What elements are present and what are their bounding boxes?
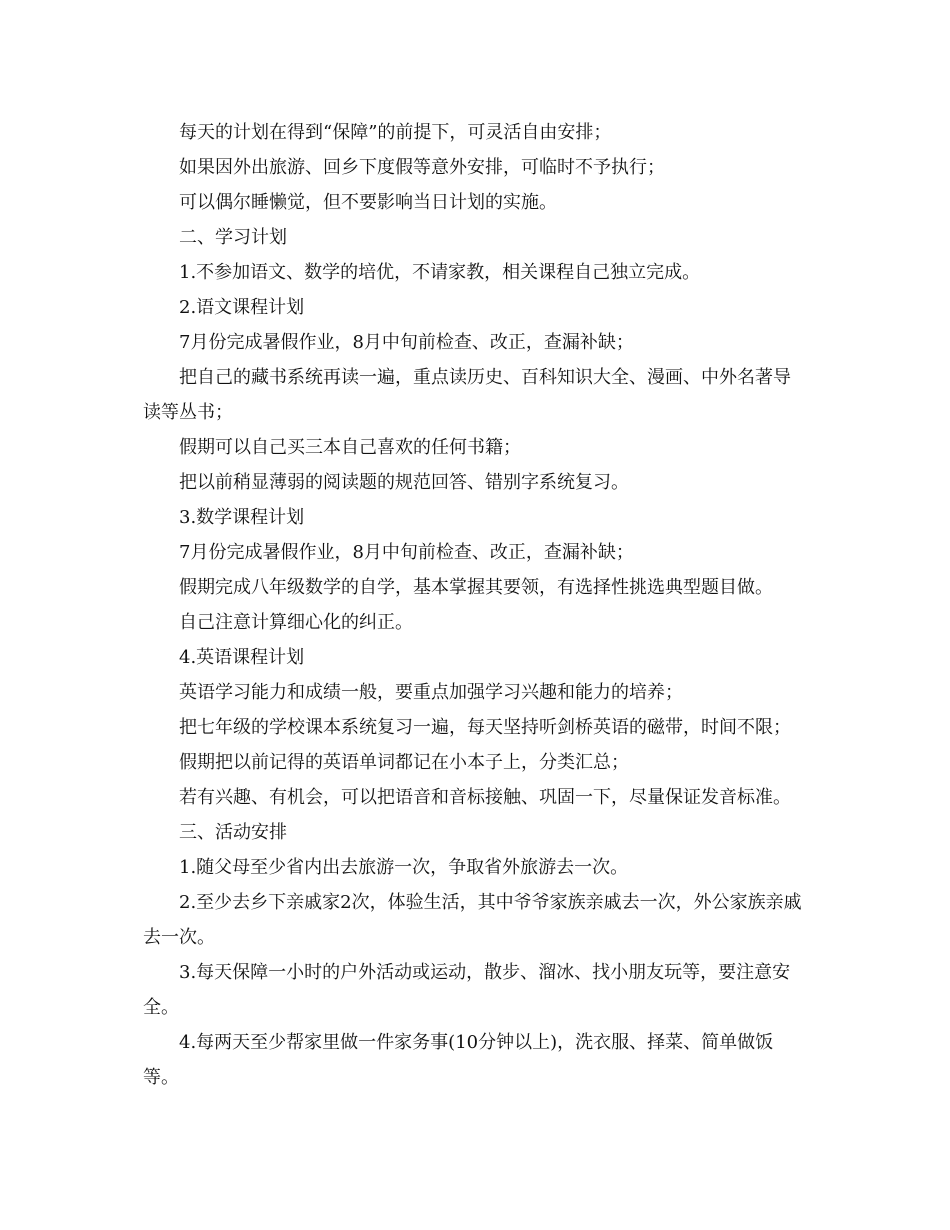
paragraph: 1.随父母至少省内出去旅游一次，争取省外旅游去一次。: [179, 857, 629, 878]
paragraph: 如果因外出旅游、回乡下度假等意外安排，可临时不予执行；: [179, 157, 665, 178]
paragraph: 把以前稍显薄弱的阅读题的规范回答、错别字系统复习。: [179, 472, 629, 493]
paragraph: 二、学习计划: [179, 227, 287, 248]
paragraph: 4.英语课程计划: [179, 647, 305, 668]
paragraph: 7月份完成暑假作业，8月中旬前检查、改正，查漏补缺；: [179, 332, 634, 353]
paragraph: 三、活动安排: [179, 822, 287, 843]
paragraph: 假期可以自己买三本自己喜欢的任何书籍；: [179, 437, 521, 458]
paragraph: 假期把以前记得的英语单词都记在小本子上，分类汇总；: [179, 752, 629, 773]
paragraph: 1.不参加语文、数学的培优，不请家教，相关课程自己独立完成。: [179, 262, 701, 283]
paragraph: 英语学习能力和成绩一般，要重点加强学习兴趣和能力的培养；: [179, 682, 683, 703]
paragraph: 假期完成八年级数学的自学，基本掌握其要领，有选择性挑选典型题目做。: [179, 577, 773, 598]
paragraph: 4.每两天至少帮家里做一件家务事(10分钟以上)，洗衣服、择菜、简单做饭等。: [143, 1032, 774, 1088]
paragraph: 每天的计划在得到“保障”的前提下，可灵活自由安排；: [179, 122, 612, 143]
paragraph: 把七年级的学校课本系统复习一遍，每天坚持听剑桥英语的磁带，时间不限；: [179, 717, 791, 738]
paragraph: 3.每天保障一小时的户外活动或运动，散步、溜冰、找小朋友玩等，要注意安全。: [143, 962, 791, 1018]
paragraph: 3.数学课程计划: [179, 507, 305, 528]
document-body: [143, 115, 808, 1095]
paragraph: 2.至少去乡下亲戚家2次，体验生活，其中爷爷家族亲戚去一次，外公家族亲戚去一次。: [143, 892, 802, 948]
paragraph: 2.语文课程计划: [179, 297, 305, 318]
paragraph: 可以偶尔睡懒觉，但不要影响当日计划的实施。: [179, 192, 557, 213]
paragraph: 7月份完成暑假作业，8月中旬前检查、改正，查漏补缺；: [179, 542, 634, 563]
paragraph: 若有兴趣、有机会，可以把语音和音标接触、巩固一下，尽量保证发音标准。: [179, 787, 791, 808]
paragraph: 自己注意计算细心化的纠正。: [179, 612, 413, 633]
paragraph: 把自己的藏书系统再读一遍，重点读历史、百科知识大全、漫画、中外名著导读等丛书；: [143, 367, 791, 423]
